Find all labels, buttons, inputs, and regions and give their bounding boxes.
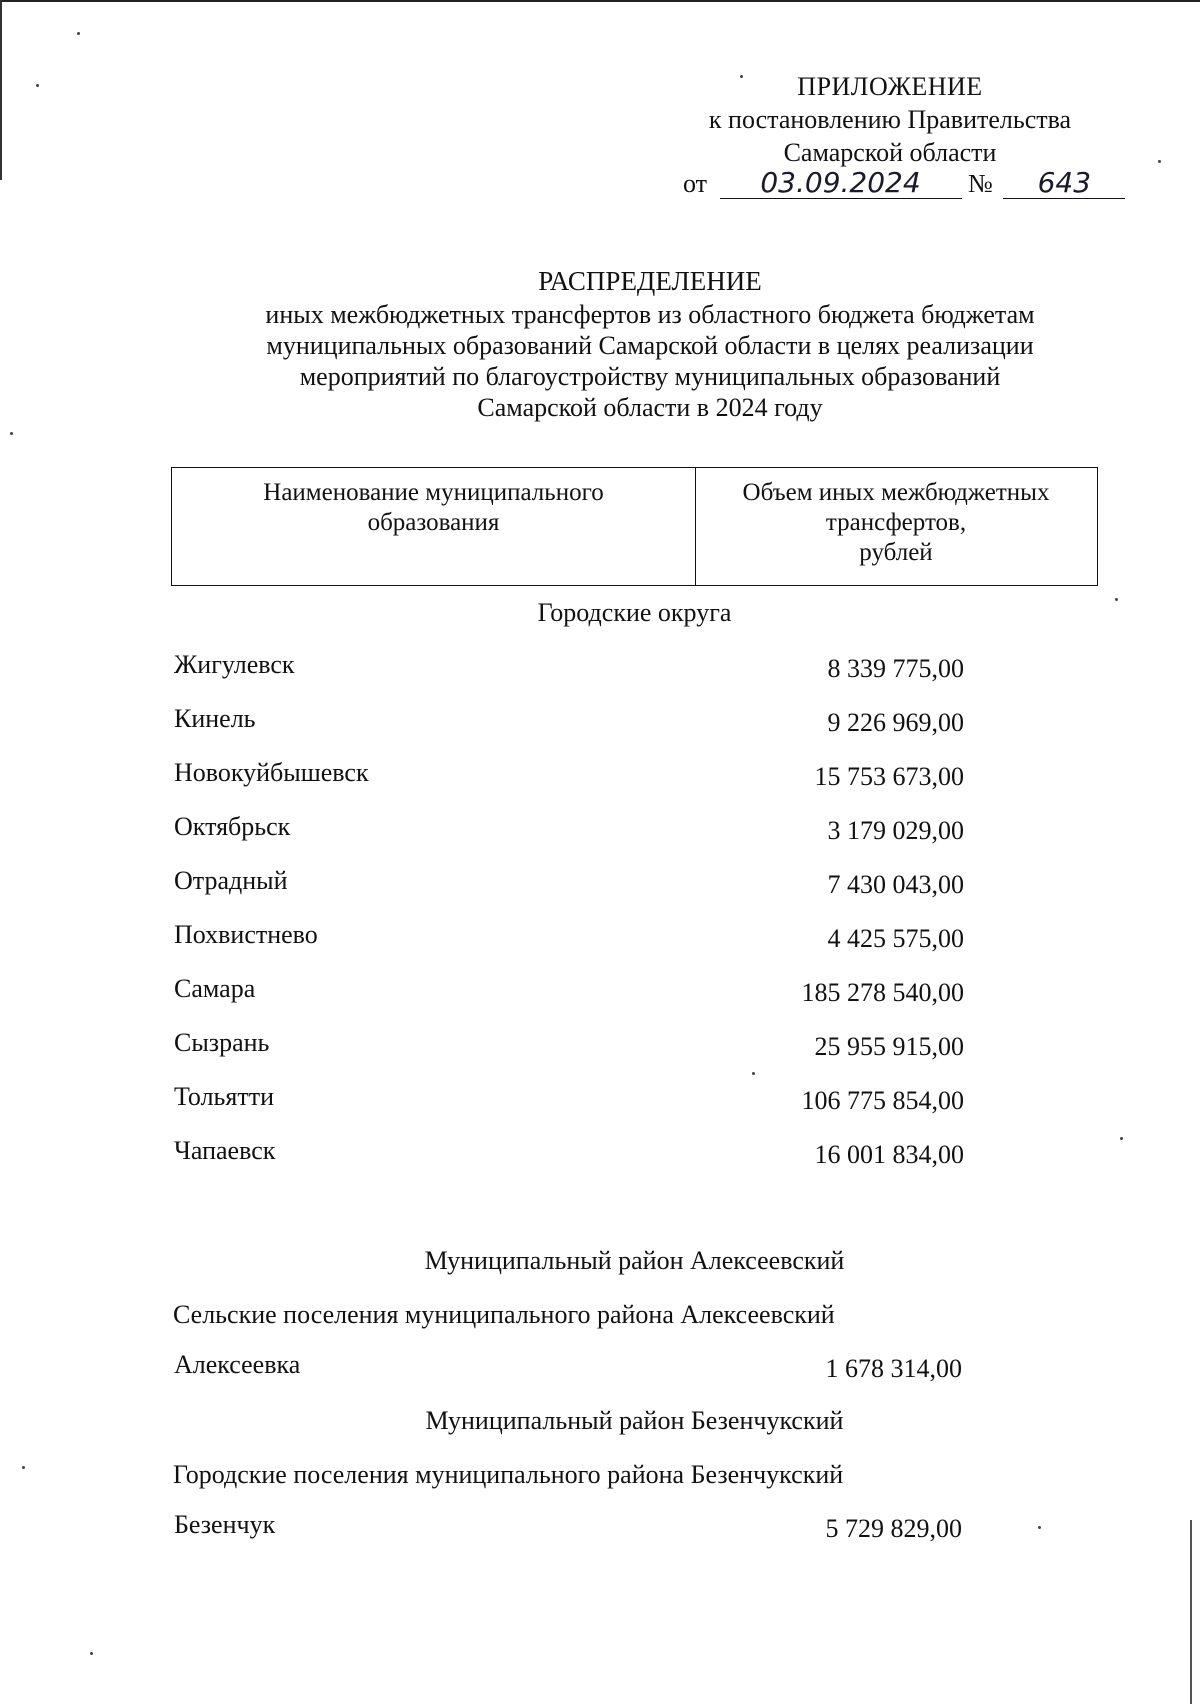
row-amount: 16 001 834,00 [814, 1140, 964, 1169]
row-name: Отрадный [174, 866, 288, 895]
scan-edge-right [1190, 1520, 1192, 1704]
table-row [174, 704, 974, 740]
table-header [171, 467, 1098, 586]
header-col-name-line-2: образования [367, 509, 500, 536]
row-amount: 4 425 575,00 [827, 924, 964, 953]
row-amount: 5 729 829,00 [825, 1514, 962, 1543]
handwritten-number: 643 [1003, 168, 1125, 199]
appendix-block [660, 70, 1120, 169]
row-name: Сызрань [174, 1028, 270, 1057]
header-col-name-line-1: Наименование муниципального [263, 479, 604, 506]
table-row [174, 1136, 974, 1172]
document-heading [150, 266, 1150, 423]
heading-subtitle-line-2: муниципальных образований Самарской области в целях реализации [266, 331, 1034, 360]
scan-speck [1120, 1137, 1123, 1140]
row-amount: 9 226 969,00 [827, 708, 964, 737]
table-row [174, 812, 974, 848]
subsection-title-alekseevsky: Сельские поселения муниципального района Алексеевский [173, 1300, 835, 1329]
number-prefix: № [968, 169, 993, 198]
section-title-bezenchuksky: Муниципальный район Безенчукский [425, 1406, 844, 1435]
scan-edge-top [0, 0, 1200, 2]
row-name: Жигулевск [174, 650, 295, 679]
row-amount: 1 678 314,00 [825, 1354, 962, 1383]
table-row [174, 866, 974, 902]
row-name: Новокуйбышевск [174, 758, 369, 787]
table-row [174, 1350, 974, 1386]
scan-speck [1115, 598, 1118, 601]
row-name: Безенчук [174, 1510, 276, 1539]
row-amount: 185 278 540,00 [801, 978, 964, 1007]
row-amount: 8 339 775,00 [827, 654, 964, 683]
row-amount: 25 955 915,00 [814, 1032, 964, 1061]
table-row [174, 1028, 974, 1064]
row-name: Алексеевка [174, 1350, 301, 1379]
table-row [174, 974, 974, 1010]
scan-speck [752, 1072, 755, 1075]
scan-speck [1158, 160, 1161, 163]
header-col-amount-line-1: Объем иных межбюджетных [742, 479, 1050, 506]
appendix-line-2: Самарской области [783, 138, 997, 167]
row-amount: 15 753 673,00 [814, 762, 964, 791]
section-title-urban-districts: Городские округа [537, 598, 732, 627]
section-title-alekseevsky: Муниципальный район Алексеевский [424, 1246, 845, 1275]
row-name: Кинель [174, 704, 256, 733]
subsection-title-bezenchuksky: Городские поселения муниципального района Безенчукский [173, 1460, 844, 1489]
heading-subtitle-line-3: мероприятий по благоустройству муниципальных образований [299, 362, 1001, 391]
row-name: Чапаевск [174, 1136, 276, 1165]
appendix-line-1: к постановлению Правительства [708, 105, 1072, 134]
row-amount: 106 775 854,00 [801, 1086, 964, 1115]
date-prefix: от [683, 169, 708, 198]
heading-subtitle-line-4: Самарской области в 2024 году [477, 393, 823, 422]
scan-speck [10, 432, 13, 435]
heading-subtitle-line-1: иных межбюджетных трансфертов из областного бюджета бюджетам [265, 300, 1035, 329]
header-col-amount-line-2: трансфертов, [825, 509, 967, 536]
handwritten-date: 03.09.2024 [720, 168, 962, 199]
header-col-name [172, 468, 696, 585]
heading-title: РАСПРЕДЕЛЕНИЕ [538, 266, 762, 296]
table-row [174, 920, 974, 956]
table-row [174, 650, 974, 686]
table-row [174, 1082, 974, 1118]
scan-speck [36, 84, 39, 87]
row-amount: 7 430 043,00 [827, 870, 964, 899]
row-amount: 3 179 029,00 [827, 816, 964, 845]
scan-edge-left [0, 0, 2, 180]
scan-speck [22, 1466, 25, 1469]
row-name: Тольятти [174, 1082, 275, 1111]
header-col-amount-line-3: рублей [859, 539, 933, 566]
table-row [174, 758, 974, 794]
scan-speck [90, 1652, 93, 1655]
row-name: Октябрьск [174, 812, 291, 841]
decree-date-line [683, 168, 1125, 204]
scan-speck [77, 32, 80, 35]
appendix-title: ПРИЛОЖЕНИЕ [797, 72, 983, 101]
scan-speck [740, 75, 743, 78]
row-name: Самара [174, 974, 256, 1003]
header-col-amount [696, 468, 1096, 585]
scan-speck [1038, 1526, 1041, 1529]
table-row [174, 1510, 974, 1546]
row-name: Похвистнево [174, 920, 318, 949]
